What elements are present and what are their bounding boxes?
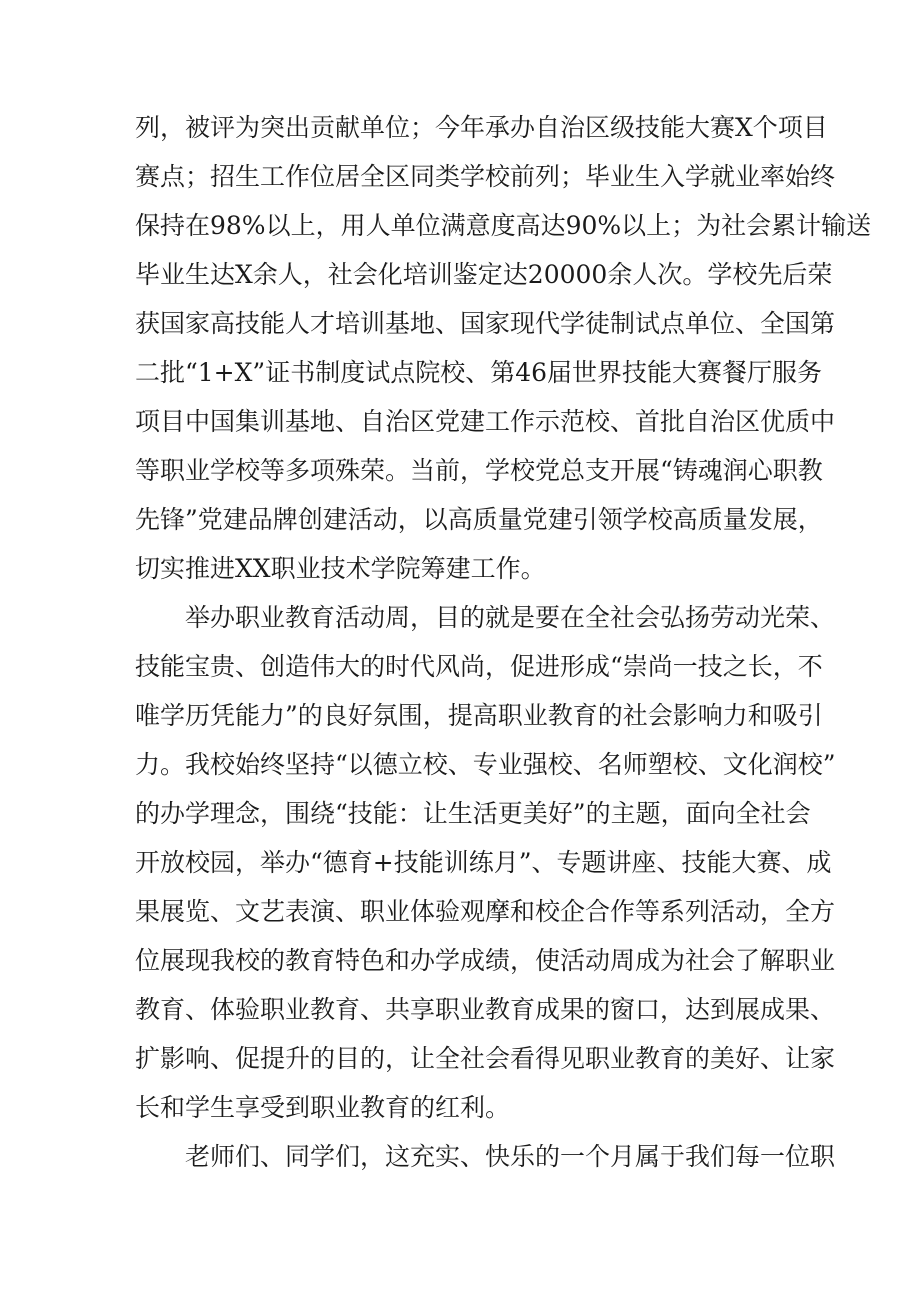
text-line: 项目中国集训基地、自治区党建工作示范校、首批自治区优质中: [135, 407, 836, 436]
text-line: 获国家高技能人才培训基地、国家现代学徒制试点单位、全国第: [135, 309, 836, 338]
text-line: 保持在98%以上，用人单位满意度高达90%以上；为社会累计输送: [135, 211, 872, 240]
text-line: 开放校园，举办“德育+技能训练月”、专题讲座、技能大赛、成: [135, 848, 832, 877]
text-line: 力。我校始终坚持“以德立校、专业强校、名师塑校、文化润校”: [135, 750, 836, 779]
text-line: 先锋”党建品牌创建活动，以高质量党建引领学校高质量发展，: [135, 505, 823, 534]
text-line: 技能宝贵、创造伟大的时代风尚，促进形成“崇尚一技之长，不: [135, 652, 823, 681]
text-line: 切实推进XX职业技术学院筹建工作。: [135, 554, 546, 583]
text-line: 赛点；招生工作位居全区同类学校前列；毕业生入学就业率始终: [135, 162, 836, 191]
paragraph-first-line: 老师们、同学们，这充实、快乐的一个月属于我们每一位职: [185, 1142, 836, 1171]
text-line: 长和学生享受到职业教育的红利。: [135, 1093, 511, 1122]
paragraph-first-line: 举办职业教育活动周，目的就是要在全社会弘扬劳动光荣、: [185, 603, 836, 632]
text-line: 的办学理念，围绕“技能：让生活更美好”的主题，面向全社会: [135, 799, 811, 828]
text-line: 列，被评为突出贡献单位；今年承办自治区级技能大赛X个项目: [135, 113, 828, 142]
text-line: 等职业学校等多项殊荣。当前，学校党总支开展“铸魂润心职教: [135, 456, 823, 485]
text-line: 教育、体验职业教育、共享职业教育成果的窗口，达到展成果、: [135, 995, 836, 1024]
text-line: 二批“1+X”证书制度试点院校、第46届世界技能大赛餐厅服务: [135, 358, 823, 387]
text-line: 位展现我校的教育特色和办学成绩，使活动周成为社会了解职业: [135, 946, 836, 975]
text-line: 唯学历凭能力”的良好氛围，提高职业教育的社会影响力和吸引: [135, 701, 823, 730]
text-line: 果展览、文艺表演、职业体验观摩和校企合作等系列活动，全方: [135, 897, 836, 926]
text-line: 毕业生达X余人，社会化培训鉴定达20000余人次。学校先后荣: [135, 260, 833, 289]
text-line: 扩影响、促提升的目的，让全社会看得见职业教育的美好、让家: [135, 1044, 836, 1073]
